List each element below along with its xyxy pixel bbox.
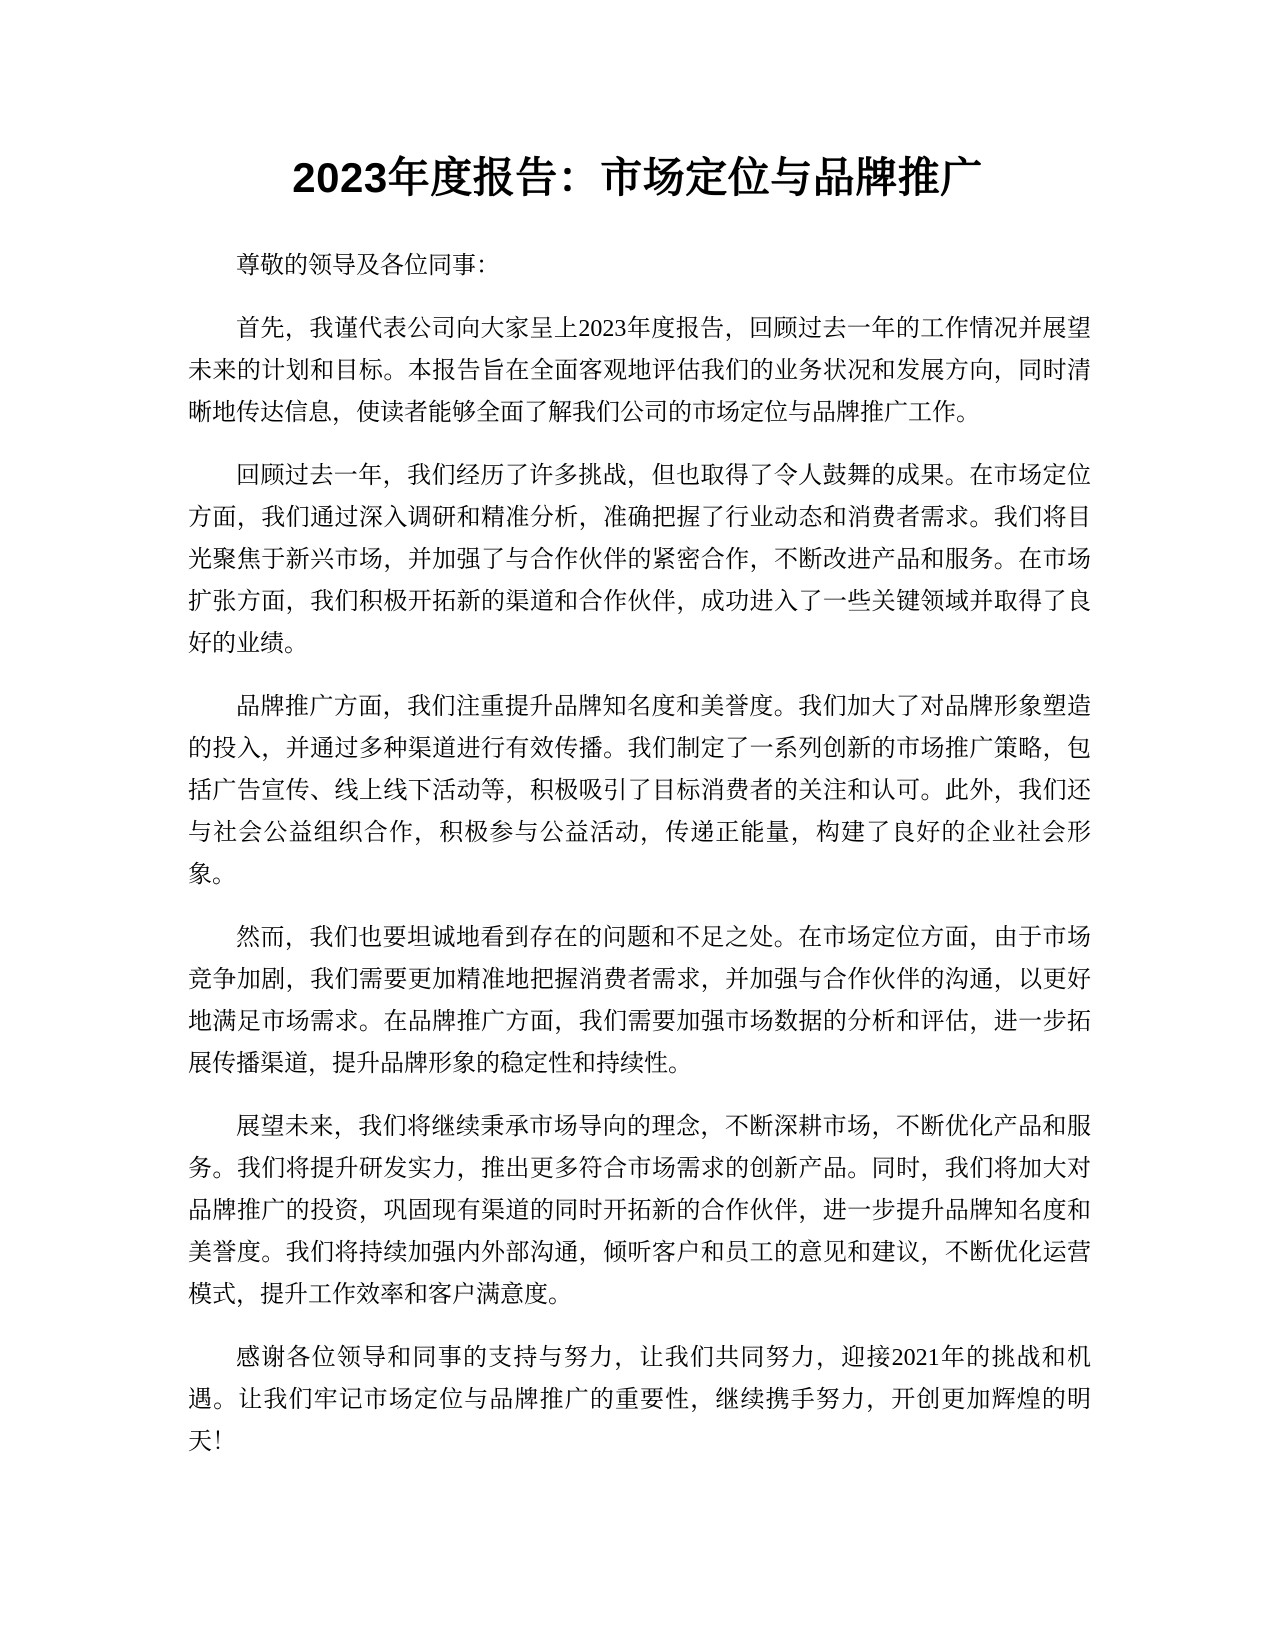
paragraph-brand: 品牌推广方面，我们注重提升品牌知名度和美誉度。我们加大了对品牌形象塑造的投入，并通过多种渠道进行有效传播。我们制定了一系列创新的市场推广策略，包括广告宣传、线上线下活动等，积极吸引了目标消费者的关注和认可。此外，我们还与社会公益组织合作，积极参与公益活动，传递正能量，构建了良好的企业社会形象。 bbox=[188, 694, 1091, 888]
paragraph-thanks: 感谢各位领导和同事的支持与努力，让我们共同努力，迎接2021年的挑战和机遇。让我们牢记市场定位与品牌推广的重要性，继续携手努力，开创更加辉煌的明天！ bbox=[188, 1345, 1091, 1455]
paragraph-intro: 首先，我谨代表公司向大家呈上2023年度报告，回顾过去一年的工作情况并展望未来的计划和目标。本报告旨在全面客观地评估我们的业务状况和发展方向，同时清晰地传达信息，使读者能够全面了解我们公司的市场定位与品牌推广工作。 bbox=[188, 316, 1091, 426]
paragraph-outlook: 展望未来，我们将继续秉承市场导向的理念，不断深耕市场，不断优化产品和服务。我们将提升研发实力，推出更多符合市场需求的创新产品。同时，我们将加大对品牌推广的投资，巩固现有渠道的同时开拓新的合作伙伴，进一步提升品牌知名度和美誉度。我们将持续加强内外部沟通，倾听客户和员工的意见和建议，不断优化运营模式，提升工作效率和客户满意度。 bbox=[188, 1114, 1091, 1308]
greeting: 尊敬的领导及各位同事： bbox=[236, 253, 500, 279]
document-title: 2023年度报告：市场定位与品牌推广 bbox=[292, 154, 983, 201]
document-body bbox=[188, 245, 1091, 1484]
paragraph-issues: 然而，我们也要坦诚地看到存在的问题和不足之处。在市场定位方面，由于市场竞争加剧，我们需要更加精准地把握消费者需求，并加强与合作伙伴的沟通，以更好地满足市场需求。在品牌推广方面，我们需要加强市场数据的分析和评估，进一步拓展传播渠道，提升品牌形象的稳定性和持续性。 bbox=[188, 925, 1091, 1077]
paragraph-review: 回顾过去一年，我们经历了许多挑战，但也取得了令人鼓舞的成果。在市场定位方面，我们通过深入调研和精准分析，准确把握了行业动态和消费者需求。我们将目光聚焦于新兴市场，并加强了与合作伙伴的紧密合作，不断改进产品和服务。在市场扩张方面，我们积极开拓新的渠道和合作伙伴，成功进入了一些关键领域并取得了良好的业绩。 bbox=[188, 463, 1091, 657]
